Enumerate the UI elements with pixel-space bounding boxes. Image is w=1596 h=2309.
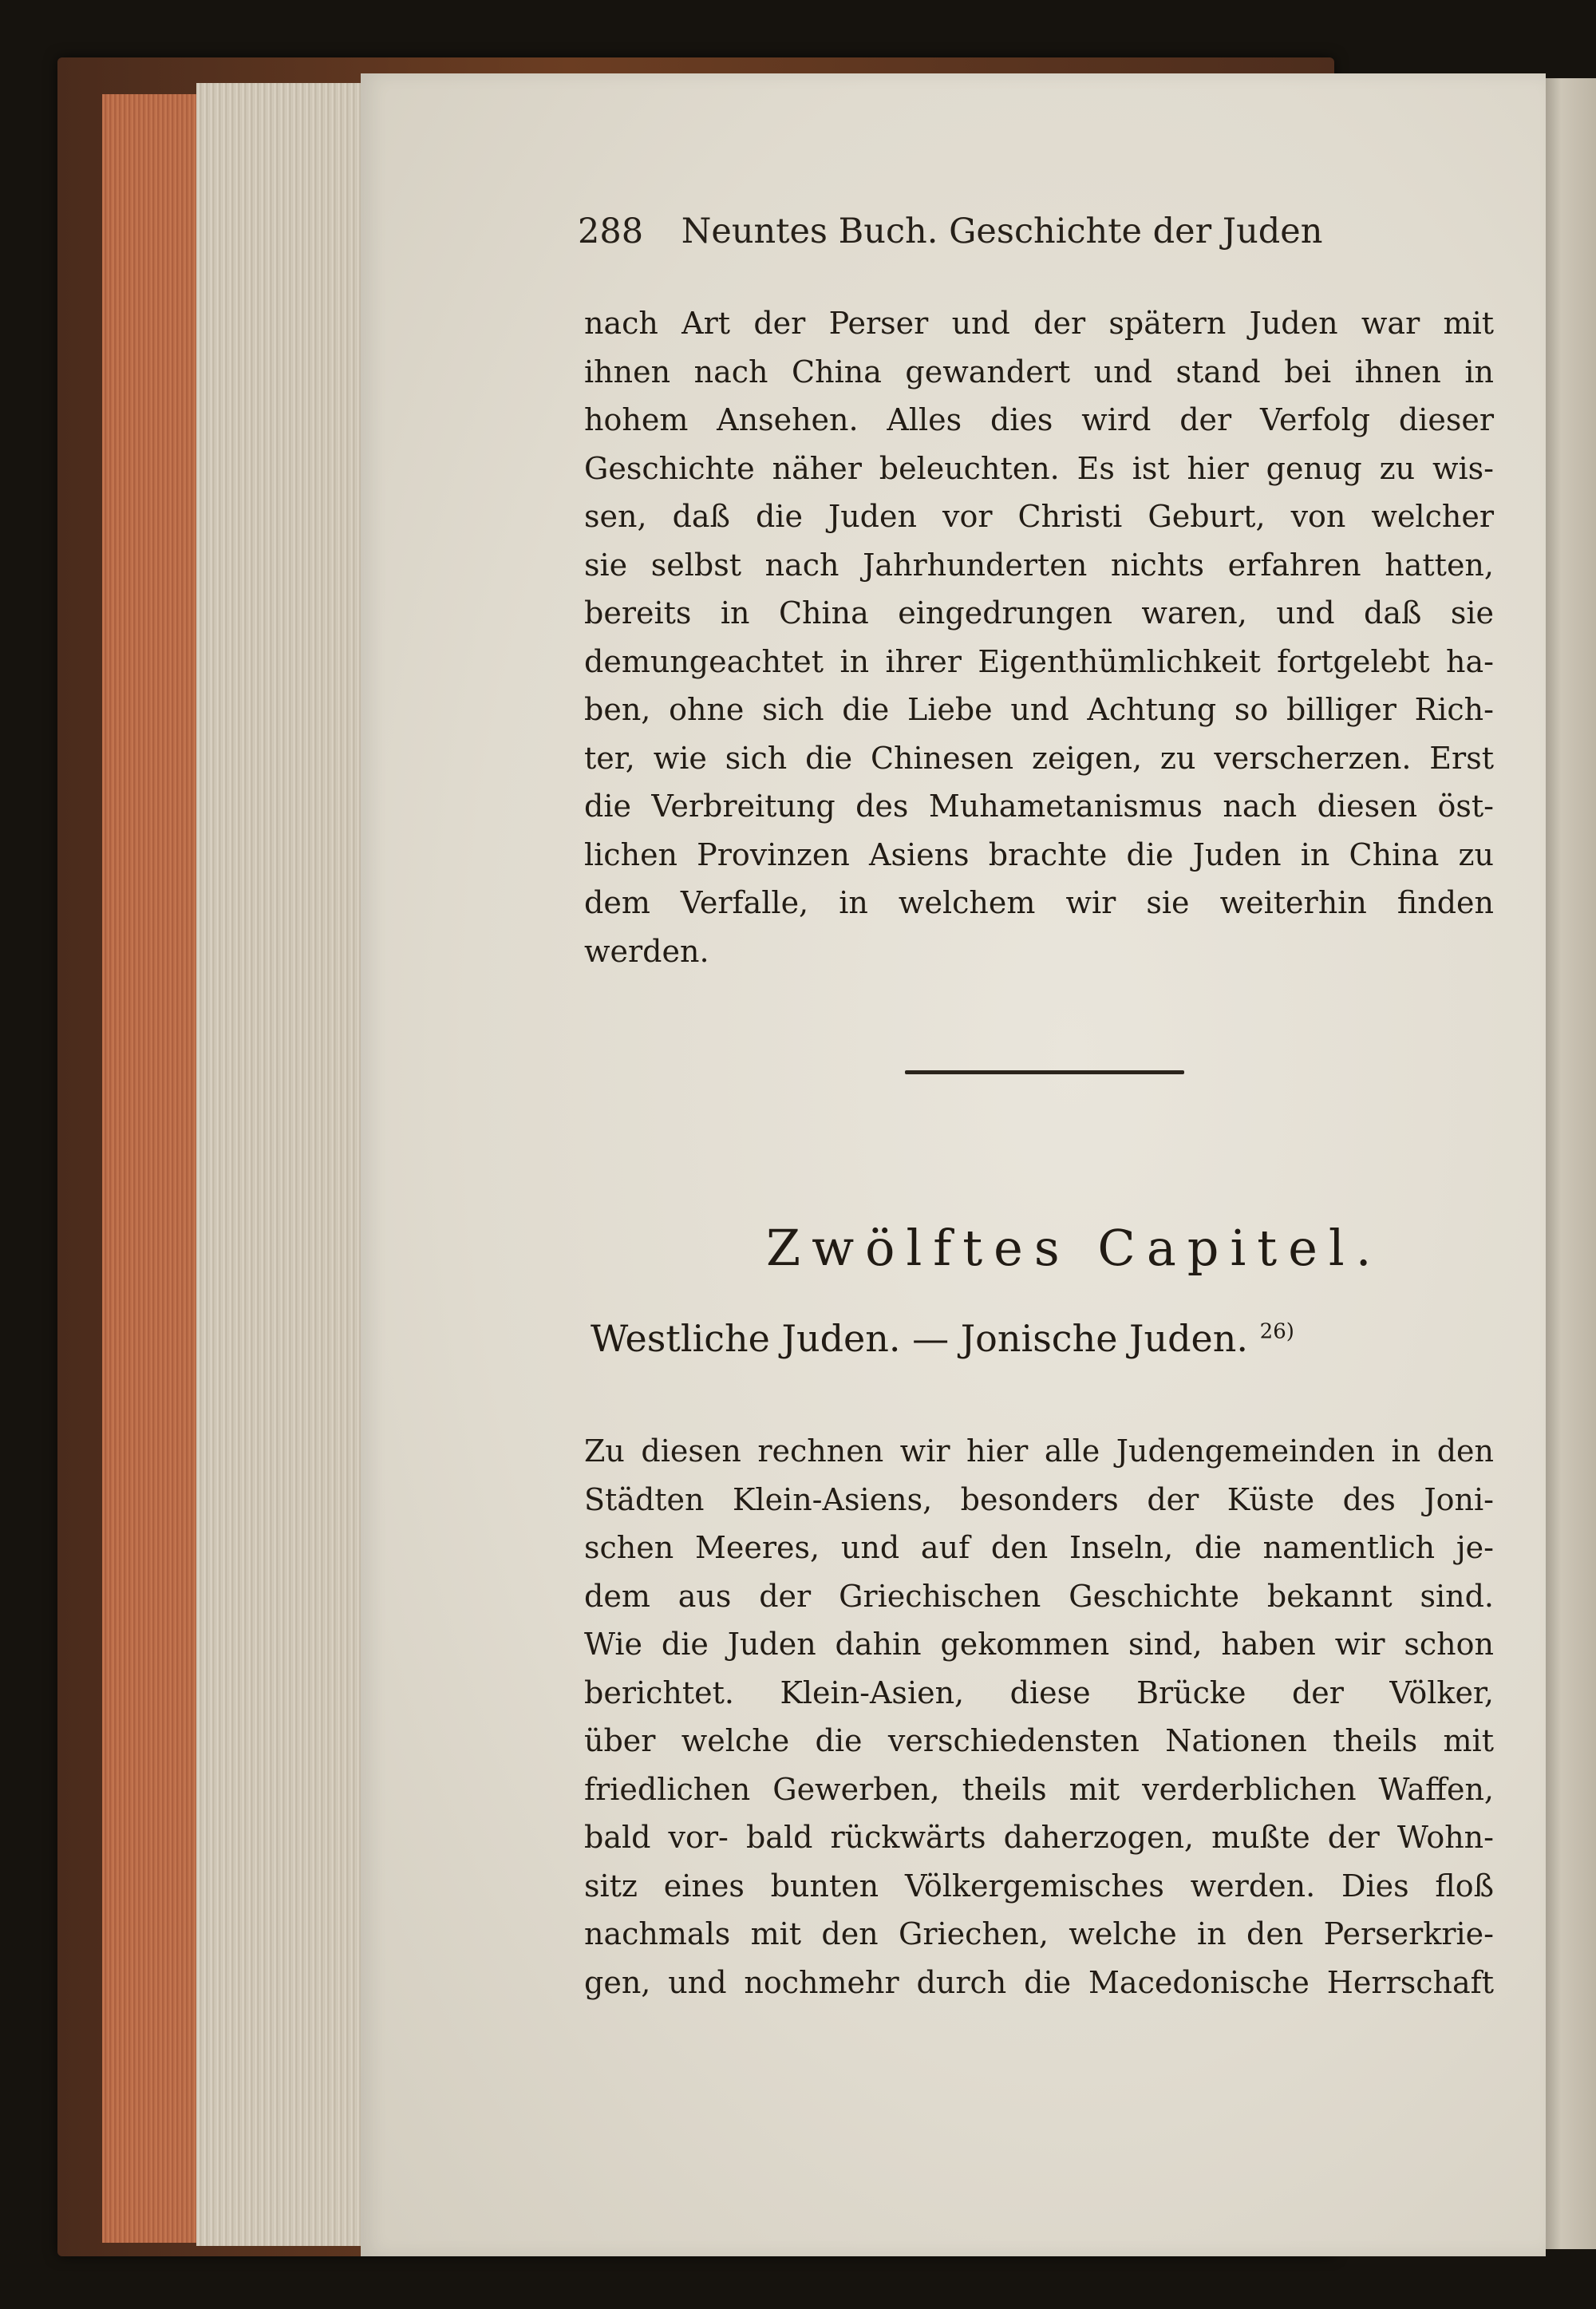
text-line: dem Verfalle, in welchem wir sie weiterhin finden	[584, 885, 1494, 920]
text-line: Zu diesen rechnen wir hier alle Judengemeinden in den	[584, 1433, 1494, 1469]
running-head	[578, 212, 1432, 251]
text-line: die Verbreitung des Muhametanismus nach diesen öst-	[584, 789, 1494, 824]
text-line: bereits in China eingedrungen waren, und daß sie	[584, 595, 1494, 631]
text-line: ben, ohne sich die Liebe und Achtung so billiger Rich-	[584, 692, 1494, 727]
section-divider	[905, 1070, 1184, 1074]
chapter-title: Zwölftes Capitel.	[766, 1219, 1383, 1277]
page-edge-red	[102, 94, 196, 2243]
page-number: 288	[578, 212, 644, 251]
text-line: sie selbst nach Jahrhunderten nichts erfahren hatten,	[584, 547, 1494, 583]
text-line: nach Art der Perser und der spätern Juden war mit	[584, 306, 1494, 341]
section-heading	[591, 1317, 1500, 1360]
text-line: friedlichen Gewerben, theils mit verderblichen Waffen,	[584, 1771, 1494, 1807]
text-line: Wie die Juden dahin gekommen sind, haben wir schon	[584, 1627, 1494, 1662]
text-line: ter, wie sich die Chinesen zeigen, zu verscherzen. Erst	[584, 740, 1494, 776]
text-line: sen, daß die Juden vor Christi Geburt, von welcher	[584, 499, 1494, 534]
text-line: gen, und nochmehr durch die Macedonische Herrschaft	[584, 1964, 1494, 2000]
text-line: sitz eines bunten Völkergemisches werden. Dies floß	[584, 1868, 1494, 1904]
text-line: werden.	[584, 933, 709, 969]
paragraph-continuation	[584, 299, 1494, 975]
text-line: Geschichte näher beleuchten. Es ist hier genug zu wis-	[584, 450, 1494, 486]
text-line: Städten Klein-Asiens, besonders der Küste des Joni-	[584, 1481, 1494, 1517]
text-line: demungeachtet in ihrer Eigenthümlichkeit fortgelebt ha-	[584, 643, 1494, 679]
footnote-reference: 26)	[1259, 1319, 1294, 1344]
text-line: schen Meeres, und auf den Inseln, die namentlich je-	[584, 1530, 1494, 1565]
text-line: bald vor- bald rückwärts daherzogen, mußte der Wohn-	[584, 1820, 1494, 1855]
chapter-paragraph	[584, 1427, 1494, 2007]
text-line: berichtet. Klein-Asien, diese Brücke der Völker,	[584, 1674, 1494, 1710]
text-line: hohem Ansehen. Alles dies wird der Verfolg dieser	[584, 402, 1494, 437]
text-line: dem aus der Griechischen Geschichte bekannt sind.	[584, 1578, 1494, 1614]
running-title: Neuntes Buch. Geschichte der Juden	[681, 212, 1323, 251]
text-line: über welche die verschiedensten Nationen theils mit	[584, 1723, 1494, 1758]
facing-page-edge	[1546, 78, 1596, 2249]
text-line: nachmals mit den Griechen, welche in den Perserkrie-	[584, 1916, 1494, 1951]
section-heading-text: Westliche Juden. — Jonische Juden.	[591, 1317, 1249, 1360]
page-stack	[196, 83, 364, 2246]
text-line: ihnen nach China gewandert und stand bei ihnen in	[584, 354, 1494, 389]
text-line: lichen Provinzen Asiens brachte die Juden in China zu	[584, 836, 1494, 872]
